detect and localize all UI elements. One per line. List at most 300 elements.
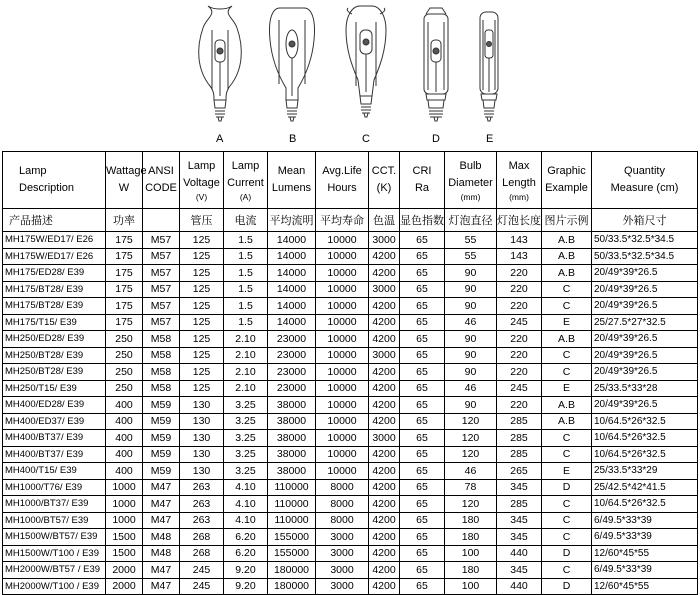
column-header: Lamp Description bbox=[3, 152, 106, 209]
table-cell: A.B bbox=[542, 331, 592, 348]
table-cell: 400 bbox=[106, 413, 143, 430]
table-cell: 12/60*45*55 bbox=[592, 545, 698, 562]
column-header: Quantity Measure (cm) bbox=[592, 152, 698, 209]
table-cell: 3000 bbox=[316, 562, 369, 579]
table-cell: 3000 bbox=[316, 545, 369, 562]
table-cell: MH250/BT28/ E39 bbox=[3, 347, 106, 364]
table-cell: 20/49*39*26.5 bbox=[592, 298, 698, 315]
table-cell: 4200 bbox=[369, 397, 400, 414]
column-header: CRI Ra bbox=[400, 152, 445, 209]
table-cell: MH1000/BT37/ E39 bbox=[3, 496, 106, 513]
table-cell: 4200 bbox=[369, 314, 400, 331]
bulb-label-e: E bbox=[486, 133, 494, 145]
table-cell: 285 bbox=[497, 413, 542, 430]
table-cell: C bbox=[542, 512, 592, 529]
table-cell: 220 bbox=[497, 298, 542, 315]
table-cell: MH1500W/T100 / E39 bbox=[3, 545, 106, 562]
table-cell: 23000 bbox=[268, 331, 316, 348]
table-cell: M57 bbox=[143, 298, 180, 315]
table-cell: 14000 bbox=[268, 298, 316, 315]
table-cell: 9.20 bbox=[224, 562, 268, 579]
table-cell: 65 bbox=[400, 479, 445, 496]
table-cell: 90 bbox=[445, 298, 497, 315]
table-cell: E bbox=[542, 380, 592, 397]
table-cell: 440 bbox=[497, 578, 542, 595]
table-cell: 263 bbox=[180, 479, 224, 496]
table-cell: 100 bbox=[445, 578, 497, 595]
table-cell: M48 bbox=[143, 545, 180, 562]
table-cell: 400 bbox=[106, 430, 143, 447]
table-cell: 3.25 bbox=[224, 463, 268, 480]
table-cell: D bbox=[542, 479, 592, 496]
table-cell: 1000 bbox=[106, 496, 143, 513]
table-cell: M59 bbox=[143, 397, 180, 414]
table-cell: MH175/ED28/ E39 bbox=[3, 265, 106, 282]
table-cell: 250 bbox=[106, 364, 143, 381]
table-cell: 65 bbox=[400, 380, 445, 397]
table-cell: MH175W/ED17/ E26 bbox=[3, 232, 106, 249]
chinese-column-header: 产品描述 bbox=[3, 209, 106, 232]
table-cell: 110000 bbox=[268, 512, 316, 529]
table-cell: 65 bbox=[400, 545, 445, 562]
table-cell: 14000 bbox=[268, 248, 316, 265]
table-cell: 10000 bbox=[316, 364, 369, 381]
bulb-label-b: B bbox=[289, 133, 297, 145]
table-cell: MH400/ED37/ E39 bbox=[3, 413, 106, 430]
table-cell: 90 bbox=[445, 347, 497, 364]
table-cell: 20/49*39*26.5 bbox=[592, 281, 698, 298]
table-cell: 245 bbox=[497, 380, 542, 397]
table-cell: 10000 bbox=[316, 397, 369, 414]
table-cell: 125 bbox=[180, 314, 224, 331]
bulb-label-d: D bbox=[432, 133, 440, 145]
table-cell: 263 bbox=[180, 512, 224, 529]
table-cell: 250 bbox=[106, 347, 143, 364]
table-cell: 245 bbox=[497, 314, 542, 331]
chinese-column-header: 功率 bbox=[106, 209, 143, 232]
table-cell: 38000 bbox=[268, 413, 316, 430]
table-cell: 220 bbox=[497, 397, 542, 414]
bulb-d-drawing bbox=[424, 8, 448, 121]
table-cell: 90 bbox=[445, 265, 497, 282]
table-cell: M58 bbox=[143, 380, 180, 397]
table-cell: MH250/BT28/ E39 bbox=[3, 364, 106, 381]
table-row bbox=[3, 380, 698, 397]
table-cell: 263 bbox=[180, 496, 224, 513]
chinese-column-header: 灯泡直径 bbox=[445, 209, 497, 232]
table-cell: C bbox=[542, 446, 592, 463]
table-cell: M47 bbox=[143, 496, 180, 513]
bulb-label-c: C bbox=[362, 133, 370, 145]
table-row bbox=[3, 232, 698, 249]
table-cell: MH2000W/BT57 / E39 bbox=[3, 562, 106, 579]
table-cell: 65 bbox=[400, 314, 445, 331]
chinese-column-header: 色温 bbox=[369, 209, 400, 232]
chinese-column-header: 外箱尺寸 bbox=[592, 209, 698, 232]
table-cell: 180 bbox=[445, 529, 497, 546]
chinese-column-header: 图片示例 bbox=[542, 209, 592, 232]
table-cell: 14000 bbox=[268, 281, 316, 298]
table-cell: 3.25 bbox=[224, 430, 268, 447]
table-cell: 4200 bbox=[369, 545, 400, 562]
table-cell: 8000 bbox=[316, 512, 369, 529]
table-cell: 175 bbox=[106, 281, 143, 298]
table-cell: A.B bbox=[542, 248, 592, 265]
table-cell: 9.20 bbox=[224, 578, 268, 595]
table-cell: 65 bbox=[400, 562, 445, 579]
table-cell: 10000 bbox=[316, 413, 369, 430]
table-cell: C bbox=[542, 529, 592, 546]
table-cell: 90 bbox=[445, 364, 497, 381]
table-cell: 20/49*39*26.5 bbox=[592, 331, 698, 348]
table-cell: 1000 bbox=[106, 479, 143, 496]
table-cell: 268 bbox=[180, 545, 224, 562]
table-cell: A.B bbox=[542, 413, 592, 430]
table-cell: 25/33.5*33*28 bbox=[592, 380, 698, 397]
table-cell: MH250/T15/ E39 bbox=[3, 380, 106, 397]
table-cell: 10/64.5*26*32.5 bbox=[592, 430, 698, 447]
table-cell: E bbox=[542, 314, 592, 331]
table-cell: C bbox=[542, 496, 592, 513]
table-cell: 1.5 bbox=[224, 314, 268, 331]
table-cell: 10000 bbox=[316, 446, 369, 463]
table-cell: MH400/BT37/ E39 bbox=[3, 446, 106, 463]
column-header: Max Length (mm) bbox=[497, 152, 542, 209]
chinese-header-row bbox=[3, 209, 698, 232]
table-cell: 14000 bbox=[268, 232, 316, 249]
table-cell: 25/33.5*33*29 bbox=[592, 463, 698, 480]
table-cell: A.B bbox=[542, 265, 592, 282]
table-cell: 2000 bbox=[106, 562, 143, 579]
table-cell: 20/49*39*26.5 bbox=[592, 347, 698, 364]
table-cell: 1.5 bbox=[224, 232, 268, 249]
table-cell: 180000 bbox=[268, 562, 316, 579]
table-cell: MH250/ED28/ E39 bbox=[3, 331, 106, 348]
table-cell: 10000 bbox=[316, 380, 369, 397]
table-row bbox=[3, 314, 698, 331]
table-cell: 65 bbox=[400, 347, 445, 364]
table-row bbox=[3, 413, 698, 430]
table-cell: 143 bbox=[497, 232, 542, 249]
table-cell: 1500 bbox=[106, 529, 143, 546]
table-cell: 65 bbox=[400, 331, 445, 348]
table-row bbox=[3, 397, 698, 414]
table-cell: 345 bbox=[497, 529, 542, 546]
table-cell: M57 bbox=[143, 265, 180, 282]
table-cell: M58 bbox=[143, 364, 180, 381]
table-cell: 4.10 bbox=[224, 496, 268, 513]
table-cell: 345 bbox=[497, 479, 542, 496]
table-cell: 220 bbox=[497, 347, 542, 364]
table-cell: 65 bbox=[400, 298, 445, 315]
table-row bbox=[3, 298, 698, 315]
table-cell: 125 bbox=[180, 380, 224, 397]
table-cell: 25/27.5*27*32.5 bbox=[592, 314, 698, 331]
table-cell: 130 bbox=[180, 413, 224, 430]
table-cell: 125 bbox=[180, 298, 224, 315]
table-row bbox=[3, 545, 698, 562]
table-row bbox=[3, 479, 698, 496]
table-row bbox=[3, 562, 698, 579]
table-cell: 65 bbox=[400, 578, 445, 595]
table-cell: 285 bbox=[497, 430, 542, 447]
table-row bbox=[3, 578, 698, 595]
bulb-label-a: A bbox=[216, 133, 224, 145]
table-cell: 1.5 bbox=[224, 298, 268, 315]
table-cell: 6.20 bbox=[224, 545, 268, 562]
table-cell: 2.10 bbox=[224, 347, 268, 364]
chinese-column-header: 管压 bbox=[180, 209, 224, 232]
table-cell: 130 bbox=[180, 446, 224, 463]
table-cell: 4200 bbox=[369, 529, 400, 546]
table-cell: C bbox=[542, 430, 592, 447]
table-cell: M59 bbox=[143, 463, 180, 480]
table-cell: MH1000/BT57/ E39 bbox=[3, 512, 106, 529]
table-cell: 245 bbox=[180, 578, 224, 595]
table-cell: 10/64.5*26*32.5 bbox=[592, 446, 698, 463]
table-cell: 65 bbox=[400, 397, 445, 414]
table-cell: 130 bbox=[180, 463, 224, 480]
table-cell: MH2000W/T100 / E39 bbox=[3, 578, 106, 595]
table-cell: MH175W/ED17/ E26 bbox=[3, 248, 106, 265]
table-cell: 1.5 bbox=[224, 281, 268, 298]
table-row bbox=[3, 364, 698, 381]
table-cell: 14000 bbox=[268, 314, 316, 331]
chinese-column-header: 灯泡长度 bbox=[497, 209, 542, 232]
table-cell: 220 bbox=[497, 331, 542, 348]
table-row bbox=[3, 463, 698, 480]
table-cell: M59 bbox=[143, 413, 180, 430]
chinese-column-header bbox=[143, 209, 180, 232]
table-cell: 155000 bbox=[268, 545, 316, 562]
table-cell: 1.5 bbox=[224, 265, 268, 282]
column-header: Bulb Diameter (mm) bbox=[445, 152, 497, 209]
table-cell: 4200 bbox=[369, 380, 400, 397]
bulb-e-drawing bbox=[480, 12, 498, 121]
chinese-column-header: 显色指数 bbox=[400, 209, 445, 232]
table-cell: 90 bbox=[445, 331, 497, 348]
table-cell: 46 bbox=[445, 463, 497, 480]
table-cell: 4200 bbox=[369, 248, 400, 265]
table-row bbox=[3, 446, 698, 463]
table-cell: 23000 bbox=[268, 380, 316, 397]
table-cell: MH175/BT28/ E39 bbox=[3, 281, 106, 298]
table-cell: 130 bbox=[180, 397, 224, 414]
table-cell: 100 bbox=[445, 545, 497, 562]
table-cell: 38000 bbox=[268, 446, 316, 463]
chinese-column-header: 平均流明 bbox=[268, 209, 316, 232]
table-cell: 20/49*39*26.5 bbox=[592, 364, 698, 381]
header-row bbox=[3, 152, 698, 209]
table-cell: 10000 bbox=[316, 463, 369, 480]
table-cell: M48 bbox=[143, 529, 180, 546]
table-cell: 25/42.5*42*41.5 bbox=[592, 479, 698, 496]
table-cell: 14000 bbox=[268, 265, 316, 282]
table-cell: 125 bbox=[180, 331, 224, 348]
table-cell: 50/33.5*32.5*34.5 bbox=[592, 232, 698, 249]
table-cell: 4.10 bbox=[224, 479, 268, 496]
table-cell: 10000 bbox=[316, 347, 369, 364]
chinese-column-header: 电流 bbox=[224, 209, 268, 232]
table-cell: M58 bbox=[143, 331, 180, 348]
table-cell: 65 bbox=[400, 446, 445, 463]
table-cell: 400 bbox=[106, 463, 143, 480]
table-cell: 120 bbox=[445, 496, 497, 513]
table-cell: 285 bbox=[497, 496, 542, 513]
table-cell: 400 bbox=[106, 397, 143, 414]
bulb-c-drawing bbox=[346, 6, 386, 117]
table-cell: 3000 bbox=[369, 430, 400, 447]
table-cell: M58 bbox=[143, 347, 180, 364]
bulb-b-drawing bbox=[269, 8, 314, 121]
table-cell: 6/49.5*33*39 bbox=[592, 562, 698, 579]
column-header: Avg.Life Hours bbox=[316, 152, 369, 209]
table-cell: 3.25 bbox=[224, 446, 268, 463]
table-cell: 1.5 bbox=[224, 248, 268, 265]
table-cell: 65 bbox=[400, 248, 445, 265]
chinese-column-header: 平均寿命 bbox=[316, 209, 369, 232]
table-cell: 4200 bbox=[369, 479, 400, 496]
table-row bbox=[3, 430, 698, 447]
table-cell: 10/64.5*26*32.5 bbox=[592, 413, 698, 430]
table-cell: 20/49*39*26.5 bbox=[592, 265, 698, 282]
column-header: Mean Lumens bbox=[268, 152, 316, 209]
table-cell: 125 bbox=[180, 248, 224, 265]
table-cell: 10000 bbox=[316, 314, 369, 331]
table-cell: A.B bbox=[542, 232, 592, 249]
table-row bbox=[3, 347, 698, 364]
table-cell: 20/49*39*26.5 bbox=[592, 397, 698, 414]
table-cell: M59 bbox=[143, 446, 180, 463]
table-cell: 175 bbox=[106, 265, 143, 282]
table-cell: 130 bbox=[180, 430, 224, 447]
table-cell: MH1500W/BT57/ E39 bbox=[3, 529, 106, 546]
table-cell: 50/33.5*32.5*34.5 bbox=[592, 248, 698, 265]
table-cell: 250 bbox=[106, 331, 143, 348]
table-cell: 65 bbox=[400, 430, 445, 447]
table-cell: 46 bbox=[445, 314, 497, 331]
table-cell: MH400/T15/ E39 bbox=[3, 463, 106, 480]
table-cell: 65 bbox=[400, 496, 445, 513]
column-header: Lamp Voltage (V) bbox=[180, 152, 224, 209]
table-cell: 175 bbox=[106, 314, 143, 331]
table-cell: 2.10 bbox=[224, 380, 268, 397]
table-cell: D bbox=[542, 545, 592, 562]
table-cell: 220 bbox=[497, 281, 542, 298]
table-cell: 55 bbox=[445, 248, 497, 265]
table-cell: 6/49.5*33*39 bbox=[592, 529, 698, 546]
table-cell: A.B bbox=[542, 397, 592, 414]
table-cell: 125 bbox=[180, 364, 224, 381]
table-cell: 175 bbox=[106, 248, 143, 265]
table-cell: 345 bbox=[497, 512, 542, 529]
table-cell: MH175/BT28/ E39 bbox=[3, 298, 106, 315]
table-cell: 143 bbox=[497, 248, 542, 265]
table-cell: M47 bbox=[143, 562, 180, 579]
table-cell: MH1000/T76/ E39 bbox=[3, 479, 106, 496]
table-cell: 38000 bbox=[268, 397, 316, 414]
table-cell: 220 bbox=[497, 265, 542, 282]
table-cell: 10000 bbox=[316, 281, 369, 298]
table-cell: 8000 bbox=[316, 496, 369, 513]
table-row bbox=[3, 281, 698, 298]
table-row bbox=[3, 496, 698, 513]
table-row bbox=[3, 512, 698, 529]
table-cell: MH175/T15/ E39 bbox=[3, 314, 106, 331]
table-cell: 125 bbox=[180, 265, 224, 282]
table-cell: C bbox=[542, 281, 592, 298]
table-cell: 3000 bbox=[316, 529, 369, 546]
table-cell: 38000 bbox=[268, 430, 316, 447]
column-header: Graphic Example bbox=[542, 152, 592, 209]
table-cell: 3000 bbox=[369, 347, 400, 364]
table-row bbox=[3, 529, 698, 546]
table-cell: 65 bbox=[400, 265, 445, 282]
table-cell: M47 bbox=[143, 578, 180, 595]
table-cell: 400 bbox=[106, 446, 143, 463]
table-cell: 180 bbox=[445, 512, 497, 529]
table-cell: 4200 bbox=[369, 446, 400, 463]
table-cell: 2000 bbox=[106, 578, 143, 595]
table-cell: 3000 bbox=[369, 232, 400, 249]
table-cell: 12/60*45*55 bbox=[592, 578, 698, 595]
table-cell: 46 bbox=[445, 380, 497, 397]
table-cell: 10000 bbox=[316, 248, 369, 265]
table-row bbox=[3, 331, 698, 348]
table-cell: 4200 bbox=[369, 364, 400, 381]
table-cell: MH400/BT37/ E39 bbox=[3, 430, 106, 447]
table-cell: 268 bbox=[180, 529, 224, 546]
table-cell: 4200 bbox=[369, 512, 400, 529]
table-cell: 65 bbox=[400, 281, 445, 298]
column-header: ANSI CODE bbox=[143, 152, 180, 209]
bulb-illustrations bbox=[0, 0, 700, 150]
table-cell: 180000 bbox=[268, 578, 316, 595]
table-cell: 1500 bbox=[106, 545, 143, 562]
table-cell: E bbox=[542, 463, 592, 480]
table-cell: 3000 bbox=[316, 578, 369, 595]
table-cell: 1000 bbox=[106, 512, 143, 529]
table-cell: 65 bbox=[400, 364, 445, 381]
table-cell: 110000 bbox=[268, 496, 316, 513]
table-cell: 10000 bbox=[316, 232, 369, 249]
bulb-a-drawing bbox=[199, 6, 242, 121]
lamp-spec-table bbox=[2, 151, 698, 595]
table-cell: 10000 bbox=[316, 265, 369, 282]
table-cell: 120 bbox=[445, 413, 497, 430]
table-cell: 8000 bbox=[316, 479, 369, 496]
table-cell: 10000 bbox=[316, 298, 369, 315]
table-cell: 78 bbox=[445, 479, 497, 496]
table-cell: 4200 bbox=[369, 562, 400, 579]
table-cell: 125 bbox=[180, 347, 224, 364]
table-cell: 65 bbox=[400, 512, 445, 529]
table-cell: 245 bbox=[180, 562, 224, 579]
table-cell: M57 bbox=[143, 232, 180, 249]
table-cell: 3.25 bbox=[224, 397, 268, 414]
table-cell: 65 bbox=[400, 232, 445, 249]
table-cell: D bbox=[542, 578, 592, 595]
table-cell: 125 bbox=[180, 232, 224, 249]
column-header: CCT. (K) bbox=[369, 152, 400, 209]
table-cell: 90 bbox=[445, 397, 497, 414]
table-cell: C bbox=[542, 364, 592, 381]
table-cell: 4200 bbox=[369, 578, 400, 595]
table-cell: 175 bbox=[106, 232, 143, 249]
table-row bbox=[3, 265, 698, 282]
table-cell: 120 bbox=[445, 446, 497, 463]
table-cell: 90 bbox=[445, 281, 497, 298]
